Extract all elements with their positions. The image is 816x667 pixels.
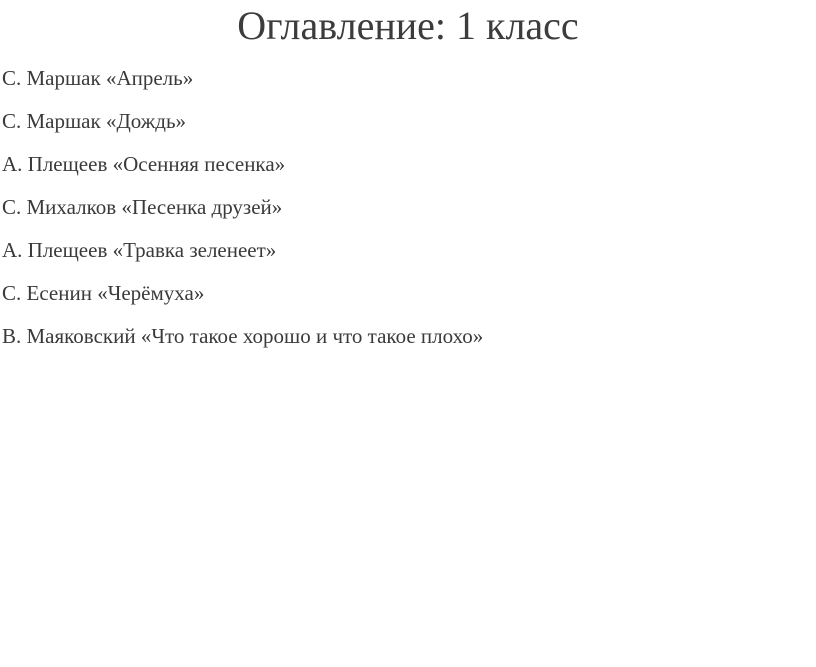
toc-item-6[interactable]: С. Есенин «Черёмуха»	[2, 281, 205, 305]
toc-item-3[interactable]: А. Плещеев «Осенняя песенка»	[2, 152, 286, 176]
toc-item-1[interactable]: С. Маршак «Апрель»	[2, 66, 194, 90]
page-title: Оглавление: 1 класс	[237, 3, 579, 48]
toc-item-4[interactable]: С. Михалков «Песенка друзей»	[2, 195, 283, 219]
toc-item-7[interactable]: В. Маяковский «Что такое хорошо и что такое плохо»	[2, 324, 484, 348]
toc-item-5[interactable]: А. Плещеев «Травка зеленеет»	[2, 238, 277, 262]
table-of-contents	[0, 64, 483, 365]
toc-item-2[interactable]: С. Маршак «Дождь»	[2, 109, 187, 133]
